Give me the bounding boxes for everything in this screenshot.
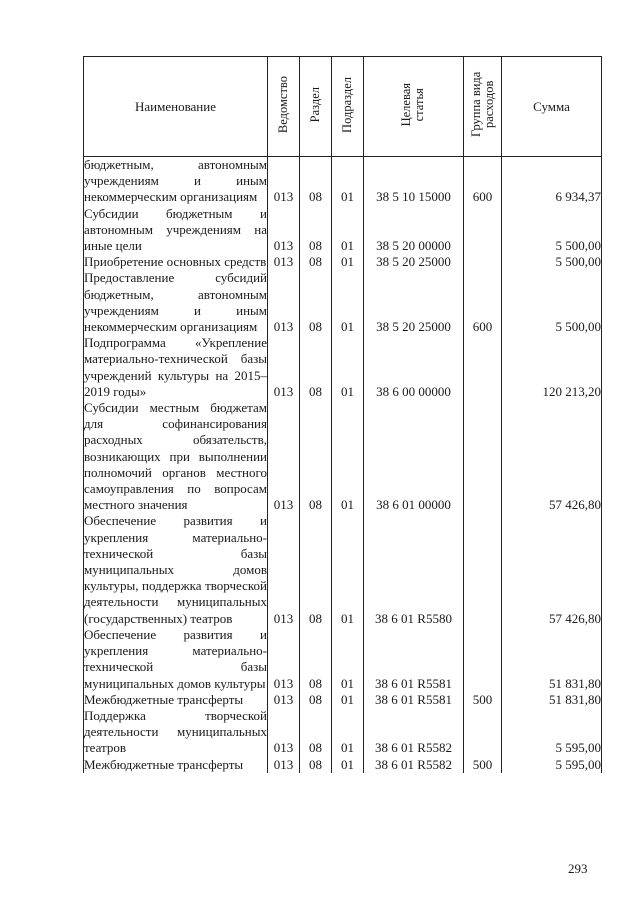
page-number: 293	[568, 861, 588, 876]
row-target-article: 38 6 01 R5580	[364, 513, 464, 626]
row-sum: 120 213,20	[502, 335, 602, 400]
header-target-article: Целевая статья	[364, 57, 464, 157]
row-target-article: 38 6 01 R5582	[364, 708, 464, 757]
header-expense-group: Группа вида расходов	[464, 57, 502, 157]
row-expense-group	[464, 254, 502, 270]
row-expense-group: 600	[464, 270, 502, 335]
row-expense-group	[464, 708, 502, 757]
row-podrazdel: 01	[332, 157, 364, 206]
row-razdel: 08	[300, 335, 332, 400]
row-podrazdel: 01	[332, 513, 364, 626]
table-row	[84, 400, 602, 513]
row-expense-group	[464, 627, 502, 692]
row-vedomstvo: 013	[268, 270, 300, 335]
row-razdel: 08	[300, 692, 332, 708]
row-vedomstvo: 013	[268, 335, 300, 400]
row-name: бюджетным, автономным учреждениям и иным некоммерческим организациям	[84, 157, 267, 205]
row-razdel: 08	[300, 757, 332, 773]
row-target-article: 38 6 01 R5582	[364, 757, 464, 773]
row-razdel: 08	[300, 157, 332, 206]
row-name: Подпрограмма «Укрепление материально-технической базы учреждений культуры на 2015–2019 годы»	[84, 335, 267, 399]
row-podrazdel: 01	[332, 254, 364, 270]
row-expense-group	[464, 400, 502, 513]
row-vedomstvo: 013	[268, 513, 300, 626]
row-podrazdel: 01	[332, 206, 364, 255]
row-target-article: 38 6 00 00000	[364, 335, 464, 400]
header-sum: Сумма	[502, 57, 602, 157]
header-vedomstvo: Ведомство	[268, 57, 300, 157]
row-expense-group: 600	[464, 157, 502, 206]
row-razdel: 08	[300, 206, 332, 255]
row-name: Межбюджетные трансферты	[84, 692, 268, 708]
table-row	[84, 335, 602, 400]
row-expense-group	[464, 335, 502, 400]
row-name: Приобретение основных средств	[84, 254, 267, 270]
row-vedomstvo: 013	[268, 400, 300, 513]
row-target-article: 38 5 10 15000	[364, 157, 464, 206]
row-vedomstvo: 013	[268, 157, 300, 206]
row-razdel: 08	[300, 254, 332, 270]
row-name: Субсидии бюджетным и автономным учреждениям на иные цели	[84, 205, 267, 254]
header-row	[84, 57, 602, 157]
table-row	[84, 254, 602, 270]
row-expense-group	[464, 513, 502, 626]
table-row	[84, 270, 602, 335]
row-sum: 6 934,37	[502, 157, 602, 206]
row-podrazdel: 01	[332, 335, 364, 400]
row-razdel: 08	[300, 708, 332, 757]
row-name: Обеспечение развития и укрепления материально-технической базы муниципальных домов культуры, поддержка творческой деятельности муниципальных (государственных) театров	[84, 513, 267, 626]
row-vedomstvo: 013	[268, 206, 300, 255]
table-row	[84, 627, 602, 692]
row-sum: 5 500,00	[502, 270, 602, 335]
header-razdel: Раздел	[300, 57, 332, 157]
row-razdel: 08	[300, 627, 332, 692]
table-row	[84, 206, 602, 255]
row-sum: 51 831,80	[502, 692, 602, 708]
row-name: Предоставление субсидий бюджетным, автономным учреждениям и иным некоммерческим организациям	[84, 270, 267, 335]
row-podrazdel: 01	[332, 692, 364, 708]
row-razdel: 08	[300, 400, 332, 513]
row-name: Субсидии местным бюджетам для софинансирования расходных обязательств, возникающих при выполнении полномочий органов местного самоуправления по вопросам местного значения	[84, 400, 267, 513]
table-row	[84, 708, 602, 757]
row-sum: 5 595,00	[502, 708, 602, 757]
header-podrazdel: Подраздел	[332, 57, 364, 157]
header-name: Наименование	[84, 57, 268, 157]
row-target-article: 38 6 01 00000	[364, 400, 464, 513]
row-target-article: 38 5 20 25000	[364, 270, 464, 335]
row-expense-group: 500	[464, 692, 502, 708]
row-podrazdel: 01	[332, 400, 364, 513]
row-vedomstvo: 013	[268, 692, 300, 708]
row-sum: 5 595,00	[502, 757, 602, 773]
row-sum: 5 500,00	[502, 206, 602, 255]
row-target-article: 38 5 20 00000	[364, 206, 464, 255]
row-razdel: 08	[300, 513, 332, 626]
row-name: Межбюджетные трансферты	[84, 757, 268, 773]
row-podrazdel: 01	[332, 627, 364, 692]
row-expense-group: 500	[464, 757, 502, 773]
row-podrazdel: 01	[332, 708, 364, 757]
row-name: Поддержка творческой деятельности муниципальных театров	[84, 707, 267, 756]
row-target-article: 38 6 01 R5581	[364, 627, 464, 692]
row-target-article: 38 6 01 R5581	[364, 692, 464, 708]
row-name: Обеспечение развития и укрепления материально-технической базы муниципальных домов культуры	[84, 626, 267, 691]
row-podrazdel: 01	[332, 270, 364, 335]
row-sum: 5 500,00	[502, 254, 602, 270]
row-target-article: 38 5 20 25000	[364, 254, 464, 270]
row-sum: 57 426,80	[502, 513, 602, 626]
row-expense-group	[464, 206, 502, 255]
row-vedomstvo: 013	[268, 708, 300, 757]
row-podrazdel: 01	[332, 757, 364, 773]
table-row	[84, 757, 602, 773]
row-sum: 51 831,80	[502, 627, 602, 692]
table-row	[84, 513, 602, 626]
row-razdel: 08	[300, 270, 332, 335]
row-vedomstvo: 013	[268, 757, 300, 773]
budget-table	[83, 56, 602, 773]
row-vedomstvo: 013	[268, 627, 300, 692]
table-row	[84, 692, 602, 708]
table-row	[84, 157, 602, 206]
row-sum: 57 426,80	[502, 400, 602, 513]
row-vedomstvo: 013	[268, 254, 300, 270]
